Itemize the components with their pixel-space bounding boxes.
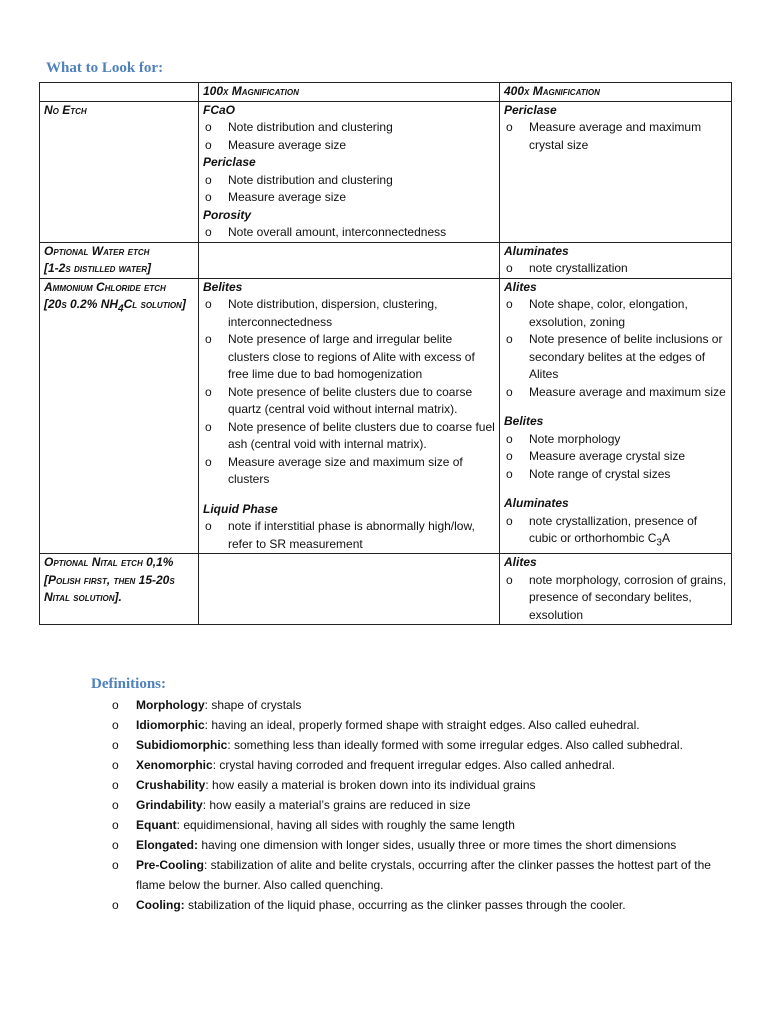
list-item: o Note presence of belite clusters due to coarse quartz (central void without internal matrix).: [203, 384, 495, 419]
table-header-row: [40, 83, 732, 102]
list-item: o Note range of crystal sizes: [504, 466, 727, 484]
etch-table: [39, 82, 732, 625]
group-title: Aluminates: [504, 496, 569, 510]
definition-item: o Elongated: having one dimension with longer sides, usually three or more times the short dimensions: [112, 835, 727, 855]
row-label-detail: [Polish first, then 15-20s Nital solution].: [44, 572, 175, 604]
list-item: o Measure average size: [203, 189, 495, 207]
list-item: o note if interstitial phase is abnormally high/low, refer to SR measurement: [203, 518, 495, 553]
list-item: o Note overall amount, interconnectedness: [203, 224, 495, 242]
column-header-400x: 400x Magnification: [500, 83, 732, 102]
row-label-nital-etch: [40, 554, 199, 625]
list-item: o Measure average size and maximum size of clusters: [203, 454, 495, 489]
row-label-detail: [20s 0.2% $NH_4Cl$ solution]: [44, 297, 186, 315]
cell-no-etch-100x: [199, 101, 500, 242]
table-row-nital-etch: [40, 554, 732, 625]
header-empty-cell: [40, 83, 199, 102]
definition-item: o Equant: equidimensional, having all sides with roughly the same length: [112, 815, 727, 835]
row-label-title: Optional Water etch: [44, 243, 150, 258]
group-title: Aluminates: [504, 243, 569, 258]
list-item: o Note morphology: [504, 431, 727, 449]
group-title: Alites: [504, 279, 537, 294]
definition-item: o Crushability: how easily a material is broken down into its individual grains: [112, 775, 727, 795]
definition-item: o Pre-Cooling: stabilization of alite and belite crystals, occurring after the clinker passes the hottest part of the flame below the burner. Also called quenching.: [112, 855, 727, 895]
row-label-detail: [1-2s distilled water]: [44, 261, 151, 275]
definitions-list: [112, 695, 727, 915]
definition-item: o Xenomorphic: crystal having corroded and frequent irregular edges. Also called anhedral.: [112, 755, 727, 775]
list-item: o Measure average and maximum crystal size: [504, 119, 727, 154]
group-title: Porosity: [203, 207, 252, 222]
list-item: o Measure average crystal size: [504, 448, 727, 466]
cell-ammonium-400x: [500, 278, 732, 554]
section-heading-definitions: Definitions:: [91, 676, 166, 692]
list-item: o Measure average size: [203, 137, 495, 155]
list-item: o Note presence of belite inclusions or secondary belites at the edges of Alites: [504, 331, 727, 384]
list-item: o Measure average and maximum size: [504, 384, 727, 402]
group-title: Alites: [504, 555, 537, 569]
table-row-no-etch: [40, 101, 732, 242]
list-item: o Note distribution and clustering: [203, 172, 495, 190]
list-item: o note crystallization, presence of cubic or orthorhombic $C_3A$: [504, 513, 727, 552]
row-label-ammonium-chloride-etch: [40, 278, 199, 554]
list-item: o note crystallization: [504, 260, 727, 278]
group-title: Periclase: [203, 155, 256, 169]
cell-nital-100x: [199, 554, 500, 625]
list-item: o Note distribution and clustering: [203, 119, 495, 137]
cell-water-etch-100x: [199, 242, 500, 278]
cell-ammonium-100x: [199, 278, 500, 554]
group-title: FCaO: [203, 102, 236, 117]
row-label-title: Ammonium Chloride etch: [44, 279, 166, 294]
group-title: Liquid Phase: [203, 501, 278, 516]
definition-item: o Idiomorphic: having an ideal, properly formed shape with straight edges. Also called euhedral.: [112, 715, 727, 735]
definition-item: o Subidiomorphic: something less than ideally formed with some irregular edges. Also called subhedral.: [112, 735, 727, 755]
list-item: o Note presence of large and irregular belite clusters close to regions of Alite with excess of free lime due to bad homogenization: [203, 331, 495, 384]
table-row-ammonium-chloride-etch: [40, 278, 732, 554]
section-heading-what-to-look-for: What to Look for:: [46, 60, 164, 76]
group-title: Periclase: [504, 102, 557, 117]
definition-item: o Morphology: shape of crystals: [112, 695, 727, 715]
table-row-water-etch: [40, 242, 732, 278]
cell-water-etch-400x: [500, 242, 732, 278]
group-title: Belites: [504, 414, 544, 428]
row-label-title: Optional Nital etch 0,1%: [44, 555, 174, 569]
list-item: o note morphology, corrosion of grains, presence of secondary belites, exsolution: [504, 572, 727, 625]
list-item: o Note shape, color, elongation, exsolution, zoning: [504, 296, 727, 331]
list-item: o Note distribution, dispersion, clustering, interconnectedness: [203, 296, 495, 331]
row-label-water-etch: [40, 242, 199, 278]
cell-no-etch-400x: [500, 101, 732, 242]
definition-item: o Grindability: how easily a material’s grains are reduced in size: [112, 795, 727, 815]
group-title: Belites: [203, 279, 243, 294]
column-header-100x: 100x Magnification: [199, 83, 500, 102]
row-label-no-etch: No Etch: [40, 101, 199, 242]
definition-item: o Cooling: stabilization of the liquid phase, occurring as the clinker passes through the cooler.: [112, 895, 727, 915]
list-item: o Note presence of belite clusters due to coarse fuel ash (central void with internal matrix).: [203, 419, 495, 454]
cell-nital-400x: [500, 554, 732, 625]
